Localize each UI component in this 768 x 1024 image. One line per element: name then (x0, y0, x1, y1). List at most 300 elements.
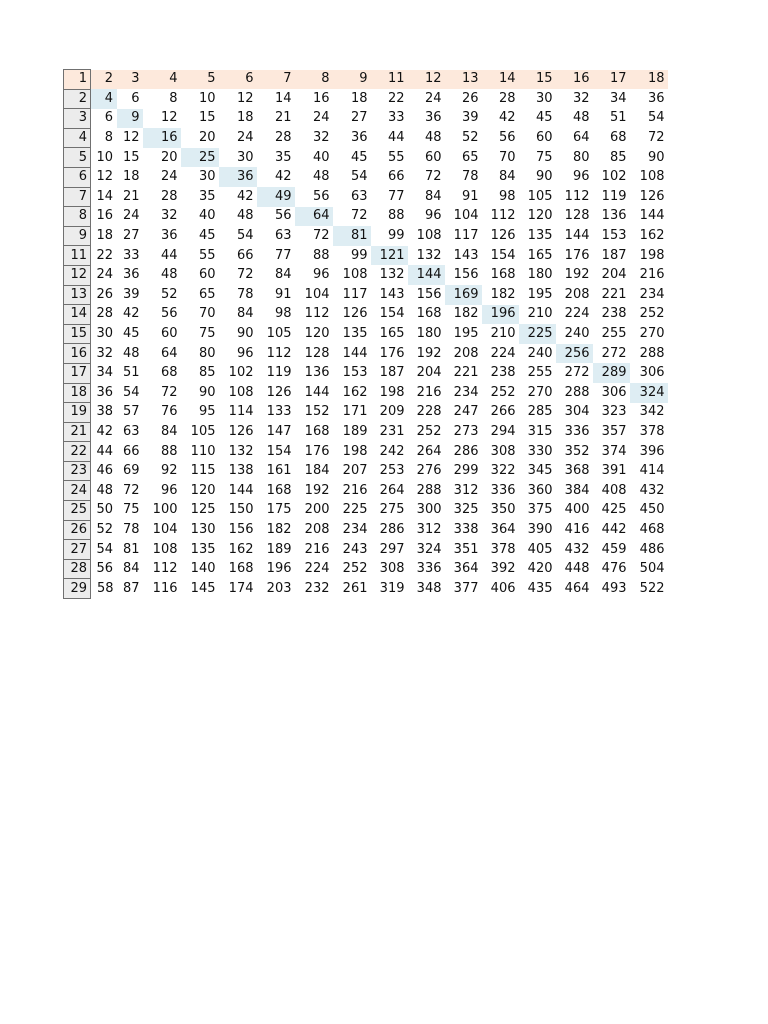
table-cell[interactable]: 44 (160, 247, 178, 263)
table-cell[interactable]: 299 (453, 463, 479, 479)
column-header-cell[interactable]: 17 (593, 70, 630, 90)
column-header-cell[interactable]: 15 (519, 70, 556, 90)
table-cell[interactable]: 338 (453, 521, 479, 537)
table-cell[interactable]: 44 (387, 130, 405, 146)
table-cell[interactable]: 60 (535, 130, 553, 146)
table-cell[interactable]: 288 (416, 482, 442, 498)
table-cell[interactable]: 143 (453, 247, 479, 263)
table-cell[interactable]: 162 (342, 384, 368, 400)
table-cell[interactable]: 30 (236, 149, 254, 165)
table-cell[interactable]: 54 (647, 110, 665, 126)
table-cell[interactable]: 48 (122, 345, 140, 361)
table-cell[interactable]: 102 (601, 169, 627, 185)
table-cell[interactable]: 425 (601, 502, 627, 518)
table-cell[interactable]: 308 (490, 443, 516, 459)
row-header-cell[interactable]: 28 (64, 559, 91, 579)
table-cell[interactable]: 285 (527, 404, 553, 420)
table-cell[interactable]: 52 (461, 130, 479, 146)
table-cell[interactable]: 476 (601, 561, 627, 577)
table-cell[interactable]: 28 (498, 90, 516, 106)
table-cell[interactable]: 132 (416, 247, 442, 263)
table-cell[interactable]: 192 (304, 482, 330, 498)
table-cell[interactable]: 319 (379, 580, 405, 596)
table-cell[interactable]: 391 (601, 463, 627, 479)
column-header-cell[interactable]: 16 (556, 70, 593, 90)
table-cell[interactable]: 126 (266, 384, 292, 400)
row-header-cell[interactable]: 18 (64, 383, 91, 403)
table-cell[interactable]: 66 (236, 247, 254, 263)
table-cell[interactable]: 24 (96, 267, 113, 283)
diagonal-cell[interactable]: 81 (333, 226, 371, 246)
table-cell[interactable]: 175 (266, 502, 292, 518)
table-cell[interactable]: 32 (160, 208, 178, 224)
column-header-cell[interactable]: 2 (91, 70, 117, 90)
table-cell[interactable]: 308 (379, 561, 405, 577)
table-cell[interactable]: 135 (527, 228, 553, 244)
table-cell[interactable]: 104 (304, 286, 330, 302)
table-cell[interactable]: 224 (304, 561, 330, 577)
table-cell[interactable]: 128 (564, 208, 590, 224)
table-cell[interactable]: 8 (104, 130, 113, 146)
table-cell[interactable]: 36 (122, 267, 140, 283)
table-cell[interactable]: 203 (266, 580, 292, 596)
table-cell[interactable]: 324 (416, 541, 442, 557)
table-cell[interactable]: 345 (527, 463, 553, 479)
diagonal-cell[interactable]: 49 (257, 187, 295, 207)
table-cell[interactable]: 72 (122, 482, 140, 498)
table-cell[interactable]: 154 (379, 306, 405, 322)
row-header-cell[interactable]: 25 (64, 501, 91, 521)
table-cell[interactable]: 120 (527, 208, 553, 224)
table-cell[interactable]: 152 (304, 404, 330, 420)
table-cell[interactable]: 448 (564, 561, 590, 577)
table-cell[interactable]: 272 (601, 345, 627, 361)
diagonal-cell[interactable]: 225 (519, 324, 556, 344)
table-cell[interactable]: 504 (639, 561, 665, 577)
table-cell[interactable]: 55 (198, 247, 216, 263)
table-cell[interactable]: 108 (639, 169, 665, 185)
table-cell[interactable]: 112 (304, 306, 330, 322)
diagonal-cell[interactable]: 169 (445, 285, 482, 305)
table-cell[interactable]: 85 (609, 149, 627, 165)
table-cell[interactable]: 450 (639, 502, 665, 518)
table-cell[interactable]: 144 (304, 384, 330, 400)
table-cell[interactable]: 261 (342, 580, 368, 596)
table-cell[interactable]: 54 (96, 541, 113, 557)
table-cell[interactable]: 48 (312, 169, 330, 185)
table-cell[interactable]: 48 (572, 110, 590, 126)
column-header-cell[interactable]: 8 (295, 70, 333, 90)
table-cell[interactable]: 33 (387, 110, 405, 126)
table-cell[interactable]: 12 (160, 110, 178, 126)
row-header-cell[interactable]: 8 (64, 207, 91, 227)
diagonal-cell[interactable]: 121 (371, 246, 408, 266)
table-cell[interactable]: 162 (639, 228, 665, 244)
table-cell[interactable]: 168 (416, 306, 442, 322)
table-cell[interactable]: 294 (490, 423, 516, 439)
table-cell[interactable]: 102 (228, 365, 254, 381)
table-cell[interactable]: 66 (387, 169, 405, 185)
table-cell[interactable]: 154 (266, 443, 292, 459)
row-header-cell[interactable]: 14 (64, 305, 91, 325)
row-header-cell[interactable]: 27 (64, 540, 91, 560)
table-cell[interactable]: 105 (266, 326, 292, 342)
table-cell[interactable]: 75 (535, 149, 553, 165)
table-cell[interactable]: 136 (304, 365, 330, 381)
table-cell[interactable]: 132 (379, 267, 405, 283)
table-cell[interactable]: 51 (122, 365, 140, 381)
table-cell[interactable]: 80 (198, 345, 216, 361)
table-cell[interactable]: 32 (572, 90, 590, 106)
table-cell[interactable]: 234 (342, 521, 368, 537)
table-cell[interactable]: 42 (236, 188, 254, 204)
table-cell[interactable]: 187 (379, 365, 405, 381)
table-cell[interactable]: 84 (274, 267, 292, 283)
table-cell[interactable]: 276 (416, 463, 442, 479)
column-header-cell[interactable]: 3 (117, 70, 143, 90)
table-cell[interactable]: 255 (601, 326, 627, 342)
table-cell[interactable]: 15 (198, 110, 216, 126)
table-cell[interactable]: 330 (527, 443, 553, 459)
table-cell[interactable]: 57 (122, 404, 140, 420)
table-cell[interactable]: 72 (236, 267, 254, 283)
row-header-cell[interactable]: 15 (64, 324, 91, 344)
table-cell[interactable]: 414 (639, 463, 665, 479)
table-cell[interactable]: 153 (601, 228, 627, 244)
table-cell[interactable]: 72 (160, 384, 178, 400)
table-cell[interactable]: 96 (312, 267, 330, 283)
table-cell[interactable]: 168 (228, 561, 254, 577)
table-cell[interactable]: 48 (424, 130, 442, 146)
table-cell[interactable]: 408 (601, 482, 627, 498)
table-cell[interactable]: 14 (96, 188, 113, 204)
table-cell[interactable]: 45 (350, 149, 368, 165)
table-cell[interactable]: 120 (190, 482, 216, 498)
table-cell[interactable]: 225 (342, 502, 368, 518)
table-cell[interactable]: 36 (350, 130, 368, 146)
table-cell[interactable]: 112 (564, 188, 590, 204)
table-cell[interactable]: 98 (498, 188, 516, 204)
row-header-cell[interactable]: 4 (64, 128, 91, 148)
table-cell[interactable]: 36 (96, 384, 113, 400)
table-cell[interactable]: 136 (601, 208, 627, 224)
table-cell[interactable]: 114 (228, 404, 254, 420)
table-cell[interactable]: 18 (350, 90, 368, 106)
table-cell[interactable]: 12 (236, 90, 254, 106)
table-cell[interactable]: 72 (424, 169, 442, 185)
table-cell[interactable]: 464 (564, 580, 590, 596)
table-cell[interactable]: 56 (274, 208, 292, 224)
table-cell[interactable]: 22 (96, 247, 113, 263)
table-cell[interactable]: 63 (350, 188, 368, 204)
table-cell[interactable]: 100 (152, 502, 178, 518)
table-cell[interactable]: 176 (564, 247, 590, 263)
row-header-cell[interactable]: 3 (64, 109, 91, 129)
table-cell[interactable]: 76 (160, 404, 178, 420)
table-cell[interactable]: 27 (122, 228, 140, 244)
row-header-cell[interactable]: 24 (64, 481, 91, 501)
table-cell[interactable]: 48 (96, 482, 113, 498)
table-cell[interactable]: 264 (379, 482, 405, 498)
table-cell[interactable]: 108 (152, 541, 178, 557)
diagonal-cell[interactable]: 256 (556, 344, 593, 364)
row-header-cell[interactable]: 6 (64, 167, 91, 187)
row-header-cell[interactable]: 13 (64, 285, 91, 305)
table-cell[interactable]: 297 (379, 541, 405, 557)
table-cell[interactable]: 72 (312, 228, 330, 244)
table-cell[interactable]: 468 (639, 521, 665, 537)
table-cell[interactable]: 96 (236, 345, 254, 361)
table-cell[interactable]: 242 (379, 443, 405, 459)
table-cell[interactable]: 56 (498, 130, 516, 146)
table-cell[interactable]: 125 (190, 502, 216, 518)
diagonal-cell[interactable]: 25 (181, 148, 219, 168)
diagonal-cell[interactable]: 289 (593, 363, 630, 383)
table-cell[interactable]: 18 (122, 169, 140, 185)
column-header-cell[interactable]: 12 (408, 70, 445, 90)
table-cell[interactable]: 119 (601, 188, 627, 204)
table-cell[interactable]: 18 (96, 228, 113, 244)
table-cell[interactable]: 216 (304, 541, 330, 557)
table-cell[interactable]: 153 (342, 365, 368, 381)
table-cell[interactable]: 98 (274, 306, 292, 322)
table-cell[interactable]: 72 (647, 130, 665, 146)
table-cell[interactable]: 70 (198, 306, 216, 322)
table-cell[interactable]: 36 (424, 110, 442, 126)
table-cell[interactable]: 6 (131, 90, 140, 106)
table-cell[interactable]: 350 (490, 502, 516, 518)
table-cell[interactable]: 348 (416, 580, 442, 596)
table-cell[interactable]: 14 (274, 90, 292, 106)
table-cell[interactable]: 165 (527, 247, 553, 263)
table-cell[interactable]: 400 (564, 502, 590, 518)
table-cell[interactable]: 161 (266, 463, 292, 479)
table-cell[interactable]: 342 (639, 404, 665, 420)
table-cell[interactable]: 84 (498, 169, 516, 185)
table-cell[interactable]: 360 (527, 482, 553, 498)
table-cell[interactable]: 34 (96, 365, 113, 381)
table-cell[interactable]: 70 (498, 149, 516, 165)
table-cell[interactable]: 392 (490, 561, 516, 577)
table-cell[interactable]: 81 (122, 541, 140, 557)
table-cell[interactable]: 112 (490, 208, 516, 224)
table-cell[interactable]: 238 (601, 306, 627, 322)
table-cell[interactable]: 72 (350, 208, 368, 224)
table-cell[interactable]: 234 (639, 286, 665, 302)
table-cell[interactable]: 266 (490, 404, 516, 420)
table-cell[interactable]: 18 (236, 110, 254, 126)
table-cell[interactable]: 69 (122, 463, 140, 479)
table-cell[interactable]: 27 (350, 110, 368, 126)
table-cell[interactable]: 84 (160, 423, 178, 439)
table-cell[interactable]: 238 (490, 365, 516, 381)
table-cell[interactable]: 143 (379, 286, 405, 302)
table-cell[interactable]: 323 (601, 404, 627, 420)
table-cell[interactable]: 40 (198, 208, 216, 224)
row-header-cell[interactable]: 26 (64, 520, 91, 540)
table-cell[interactable]: 58 (96, 580, 114, 596)
column-header-cell[interactable]: 7 (257, 70, 295, 90)
table-cell[interactable]: 116 (152, 580, 178, 596)
table-cell[interactable]: 156 (228, 521, 254, 537)
table-cell[interactable]: 77 (387, 188, 405, 204)
table-cell[interactable]: 115 (190, 463, 216, 479)
table-cell[interactable]: 30 (535, 90, 553, 106)
table-cell[interactable]: 406 (490, 580, 516, 596)
table-cell[interactable]: 493 (601, 580, 627, 596)
table-cell[interactable]: 63 (122, 423, 140, 439)
table-cell[interactable]: 132 (228, 443, 254, 459)
table-cell[interactable]: 156 (416, 286, 442, 302)
table-cell[interactable]: 15 (122, 149, 140, 165)
table-cell[interactable]: 10 (198, 90, 216, 106)
table-cell[interactable]: 253 (379, 463, 405, 479)
table-cell[interactable]: 119 (266, 365, 292, 381)
table-cell[interactable]: 180 (416, 326, 442, 342)
table-cell[interactable]: 20 (160, 149, 178, 165)
table-cell[interactable]: 84 (424, 188, 442, 204)
table-cell[interactable]: 432 (639, 482, 665, 498)
table-cell[interactable]: 432 (564, 541, 590, 557)
table-cell[interactable]: 54 (122, 384, 140, 400)
table-cell[interactable]: 45 (535, 110, 553, 126)
table-cell[interactable]: 196 (266, 561, 292, 577)
table-cell[interactable]: 210 (527, 306, 553, 322)
table-cell[interactable]: 187 (601, 247, 627, 263)
table-cell[interactable]: 21 (122, 188, 140, 204)
table-cell[interactable]: 35 (274, 149, 292, 165)
table-cell[interactable]: 85 (198, 365, 216, 381)
diagonal-cell[interactable]: 64 (295, 207, 333, 227)
table-cell[interactable]: 52 (160, 286, 178, 302)
table-cell[interactable]: 120 (304, 326, 330, 342)
row-header-cell[interactable]: 11 (64, 246, 91, 266)
table-cell[interactable]: 312 (416, 521, 442, 537)
row-header-cell[interactable]: 12 (64, 265, 91, 285)
table-cell[interactable]: 306 (601, 384, 627, 400)
table-cell[interactable]: 189 (266, 541, 292, 557)
table-cell[interactable]: 36 (160, 228, 178, 244)
table-cell[interactable]: 378 (639, 423, 665, 439)
table-cell[interactable]: 145 (190, 580, 216, 596)
table-cell[interactable]: 231 (379, 423, 405, 439)
table-cell[interactable]: 65 (461, 149, 479, 165)
table-cell[interactable]: 130 (190, 521, 216, 537)
table-cell[interactable]: 92 (160, 463, 178, 479)
table-cell[interactable]: 208 (304, 521, 330, 537)
diagonal-cell[interactable]: 16 (143, 128, 181, 148)
table-cell[interactable]: 420 (527, 561, 553, 577)
row-header-cell[interactable]: 9 (64, 226, 91, 246)
table-cell[interactable]: 42 (122, 306, 140, 322)
table-cell[interactable]: 336 (564, 423, 590, 439)
table-cell[interactable]: 198 (639, 247, 665, 263)
table-cell[interactable]: 42 (96, 423, 113, 439)
table-cell[interactable]: 275 (379, 502, 405, 518)
table-cell[interactable]: 45 (122, 326, 140, 342)
table-cell[interactable]: 396 (639, 443, 665, 459)
table-cell[interactable]: 117 (453, 228, 479, 244)
table-cell[interactable]: 192 (564, 267, 590, 283)
diagonal-cell[interactable]: 196 (482, 305, 519, 325)
table-cell[interactable]: 8 (169, 90, 178, 106)
table-cell[interactable]: 182 (490, 286, 516, 302)
table-cell[interactable]: 26 (461, 90, 479, 106)
table-cell[interactable]: 78 (122, 521, 140, 537)
table-cell[interactable]: 28 (160, 188, 178, 204)
table-cell[interactable]: 24 (312, 110, 330, 126)
table-cell[interactable]: 208 (564, 286, 590, 302)
table-cell[interactable]: 486 (639, 541, 665, 557)
table-cell[interactable]: 24 (160, 169, 178, 185)
table-cell[interactable]: 459 (601, 541, 627, 557)
table-cell[interactable]: 273 (453, 423, 479, 439)
table-cell[interactable]: 99 (387, 228, 405, 244)
table-cell[interactable]: 228 (416, 404, 442, 420)
table-cell[interactable]: 216 (342, 482, 368, 498)
table-cell[interactable]: 87 (122, 580, 140, 596)
table-cell[interactable]: 240 (564, 326, 590, 342)
table-cell[interactable]: 252 (639, 306, 665, 322)
table-cell[interactable]: 48 (236, 208, 254, 224)
table-cell[interactable]: 189 (342, 423, 368, 439)
table-cell[interactable]: 88 (312, 247, 330, 263)
table-cell[interactable]: 99 (350, 247, 368, 263)
table-cell[interactable]: 442 (601, 521, 627, 537)
table-cell[interactable]: 182 (453, 306, 479, 322)
table-cell[interactable]: 90 (647, 149, 665, 165)
table-cell[interactable]: 90 (236, 326, 254, 342)
table-cell[interactable]: 30 (96, 326, 113, 342)
table-cell[interactable]: 150 (228, 502, 254, 518)
table-cell[interactable]: 144 (342, 345, 368, 361)
table-cell[interactable]: 44 (96, 443, 113, 459)
table-cell[interactable]: 306 (639, 365, 665, 381)
table-cell[interactable]: 108 (416, 228, 442, 244)
table-cell[interactable]: 325 (453, 502, 479, 518)
table-cell[interactable]: 208 (453, 345, 479, 361)
table-cell[interactable]: 210 (490, 326, 516, 342)
table-cell[interactable]: 375 (527, 502, 553, 518)
table-cell[interactable]: 6 (104, 110, 113, 126)
table-cell[interactable]: 112 (152, 561, 178, 577)
table-cell[interactable]: 286 (453, 443, 479, 459)
table-cell[interactable]: 352 (564, 443, 590, 459)
table-cell[interactable]: 288 (639, 345, 665, 361)
table-cell[interactable]: 95 (198, 404, 216, 420)
table-cell[interactable]: 364 (490, 521, 516, 537)
table-cell[interactable]: 144 (228, 482, 254, 498)
table-cell[interactable]: 162 (228, 541, 254, 557)
table-cell[interactable]: 405 (527, 541, 553, 557)
table-cell[interactable]: 144 (639, 208, 665, 224)
table-cell[interactable]: 221 (601, 286, 627, 302)
table-cell[interactable]: 32 (96, 345, 113, 361)
table-cell[interactable]: 60 (198, 267, 216, 283)
table-cell[interactable]: 32 (312, 130, 330, 146)
table-cell[interactable]: 24 (424, 90, 442, 106)
table-cell[interactable]: 88 (387, 208, 405, 224)
row-header-cell[interactable]: 7 (64, 187, 91, 207)
table-cell[interactable]: 88 (160, 443, 178, 459)
table-cell[interactable]: 270 (639, 326, 665, 342)
table-cell[interactable]: 28 (274, 130, 292, 146)
table-cell[interactable]: 198 (342, 443, 368, 459)
table-cell[interactable]: 52 (96, 521, 113, 537)
table-cell[interactable]: 84 (122, 561, 140, 577)
table-cell[interactable]: 75 (198, 326, 216, 342)
table-cell[interactable]: 144 (564, 228, 590, 244)
